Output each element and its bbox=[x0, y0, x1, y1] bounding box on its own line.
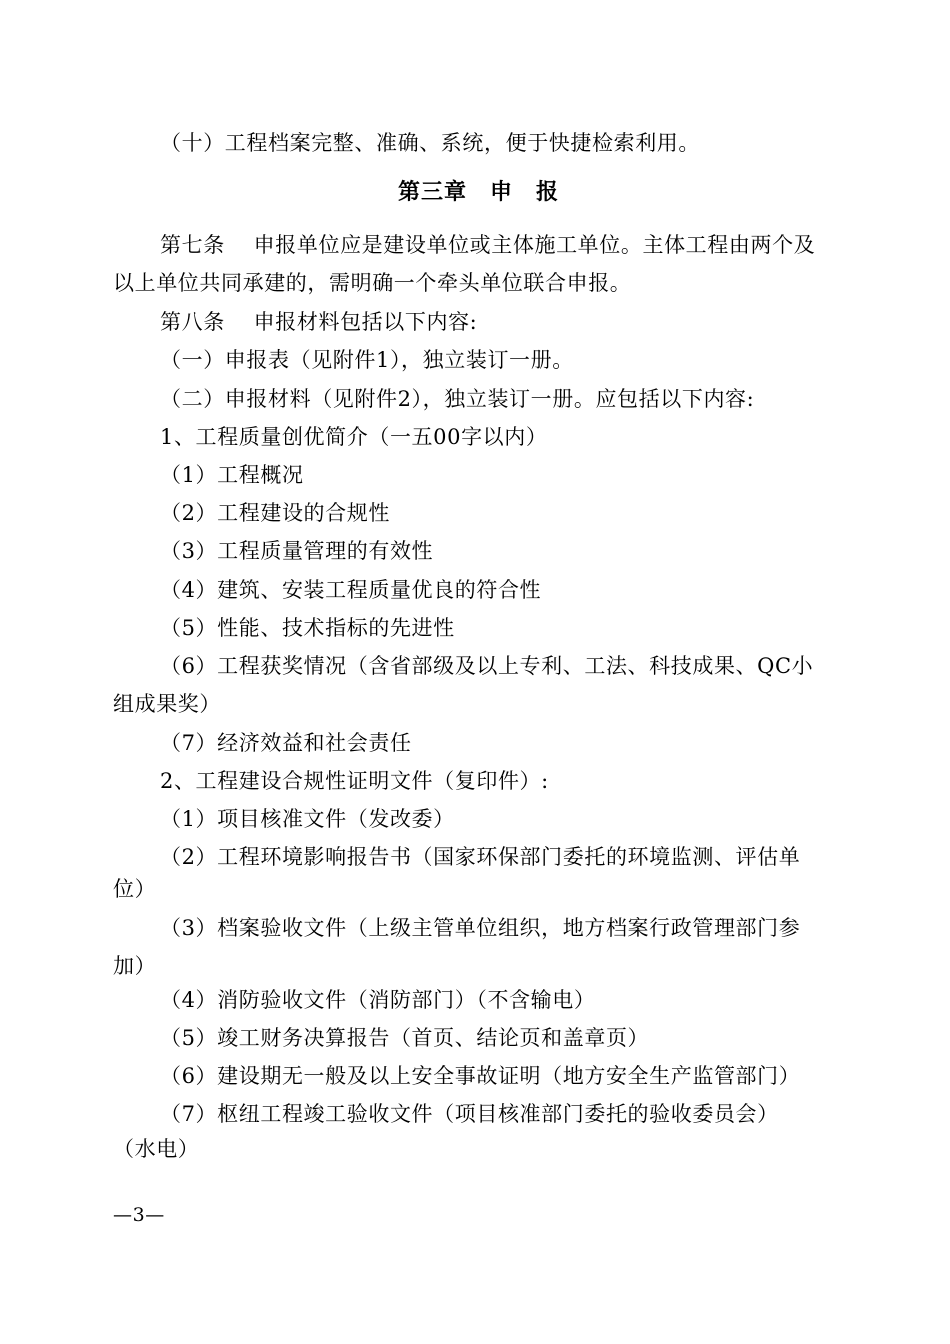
subsection-1-title: 1、工程质量创优简介（一五00字以内） bbox=[160, 425, 548, 449]
list-item-continuation: 位） bbox=[113, 877, 157, 901]
list-item: （4）消防验收文件（消防部门）（不含输电） bbox=[160, 988, 596, 1012]
chapter-heading: 第三章 申 报 bbox=[398, 179, 560, 205]
article-7-line-2: 以上单位共同承建的，需明确一个牵头单位联合申报。 bbox=[113, 271, 632, 295]
list-item: （6）工程获奖情况（含省部级及以上专利、工法、科技成果、QC小 bbox=[160, 654, 814, 678]
list-item: （5）竣工财务决算报告（首页、结论页和盖章页） bbox=[160, 1026, 650, 1050]
list-item: （1）项目核准文件（发改委） bbox=[160, 807, 455, 831]
list-item: （6）建设期无一般及以上安全事故证明（地方安全生产监管部门） bbox=[160, 1064, 801, 1088]
list-item: （3）工程质量管理的有效性 bbox=[160, 539, 434, 563]
list-item: （2）工程建设的合规性 bbox=[160, 501, 390, 525]
article-8-line: 第八条 申报材料包括以下内容: bbox=[160, 310, 478, 334]
item-2-line: （二）申报材料（见附件2），独立装订一册。应包括以下内容: bbox=[160, 387, 755, 411]
paragraph-line: （十）工程档案完整、准确、系统，便于快捷检索利用。 bbox=[160, 131, 700, 155]
article-7-line-1: 第七条 申报单位应是建设单位或主体施工单位。主体工程由两个及 bbox=[160, 233, 816, 257]
list-item-continuation: 组成果奖） bbox=[113, 692, 221, 716]
list-item: （7）经济效益和社会责任 bbox=[160, 731, 412, 755]
subsection-2-title: 2、工程建设合规性证明文件（复印件）: bbox=[160, 769, 549, 793]
page-number: —3— bbox=[113, 1204, 165, 1226]
list-item: （2）工程环境影响报告书（国家环保部门委托的环境监测、评估单 bbox=[160, 845, 801, 869]
list-item: （3）档案验收文件（上级主管单位组织，地方档案行政管理部门参 bbox=[160, 916, 801, 940]
list-item: （7）枢纽工程竣工验收文件（项目核准部门委托的验收委员会） bbox=[160, 1102, 779, 1126]
list-item: （1）工程概况 bbox=[160, 463, 304, 487]
list-item-continuation: （水电） bbox=[113, 1137, 200, 1161]
list-item-continuation: 加） bbox=[113, 954, 157, 978]
list-item: （4）建筑、安装工程质量优良的符合性 bbox=[160, 578, 542, 602]
item-1-line: （一）申报表（见附件1），独立装订一册。 bbox=[160, 348, 574, 372]
list-item: （5）性能、技术指标的先进性 bbox=[160, 616, 455, 640]
